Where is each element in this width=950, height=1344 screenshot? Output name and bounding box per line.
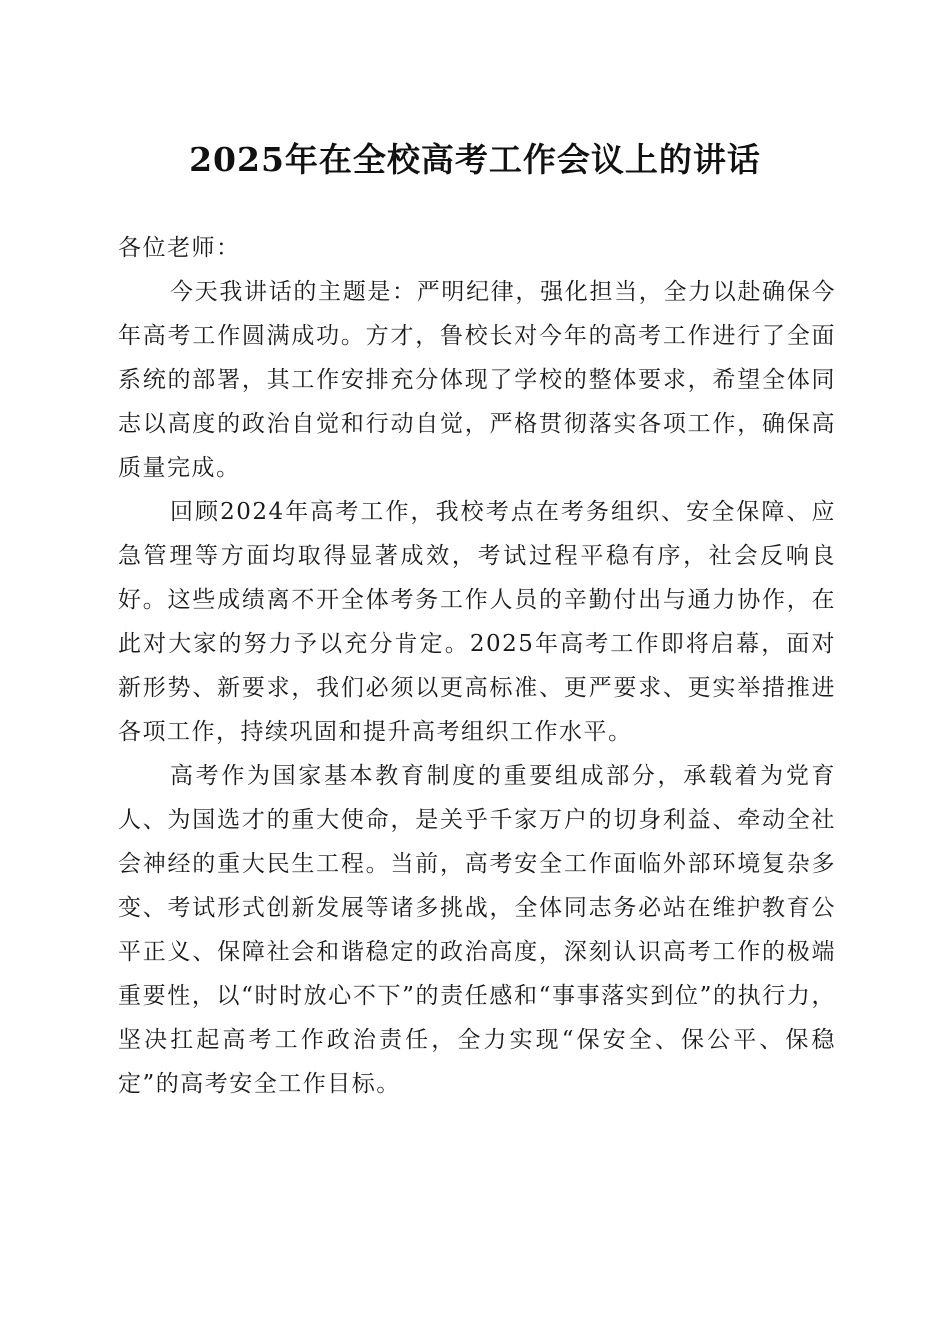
- document-title: 2025年在全校高考工作会议上的讲话: [189, 140, 761, 179]
- document-body: [118, 226, 836, 1106]
- paragraph-3: 高考作为国家基本教育制度的重要组成部分，承载着为党育人、为国选才的重大使命，是关乎千家万户的切身利益、牵动全社会神经的重大民生工程。当前，高考安全工作面临外部环境复杂多变、考试形式创新发展等诸多挑战，全体同志务必站在维护教育公平正义、保障社会和谐稳定的政治高度，深刻认识高考工作的极端重要性，以“时时放心不下”的责任感和“事事落实到位”的执行力，坚决扛起高考工作政治责任，全力实现“保安全、保公平、保稳定”的高考安全工作目标。: [118, 763, 836, 1097]
- paragraph-1: 今天我讲话的主题是：严明纪律，强化担当，全力以赴确保今年高考工作圆满成功。方才，鲁校长对今年的高考工作进行了全面系统的部署，其工作安排充分体现了学校的整体要求，希望全体同志以高度的政治自觉和行动自觉，严格贯彻落实各项工作，确保高质量完成。: [118, 279, 836, 481]
- salutation: 各位老师：: [118, 235, 241, 261]
- paragraph-2: 回顾2024年高考工作，我校考点在考务组织、安全保障、应急管理等方面均取得显著成效，考试过程平稳有序，社会反响良好。这些成绩离不开全体考务工作人员的辛勤付出与通力协作，在此对大家的努力予以充分肯定。2025年高考工作即将启幕，面对新形势、新要求，我们必须以更高标准、更严要求、更实举措推进各项工作，持续巩固和提升高考组织工作水平。: [118, 499, 836, 745]
